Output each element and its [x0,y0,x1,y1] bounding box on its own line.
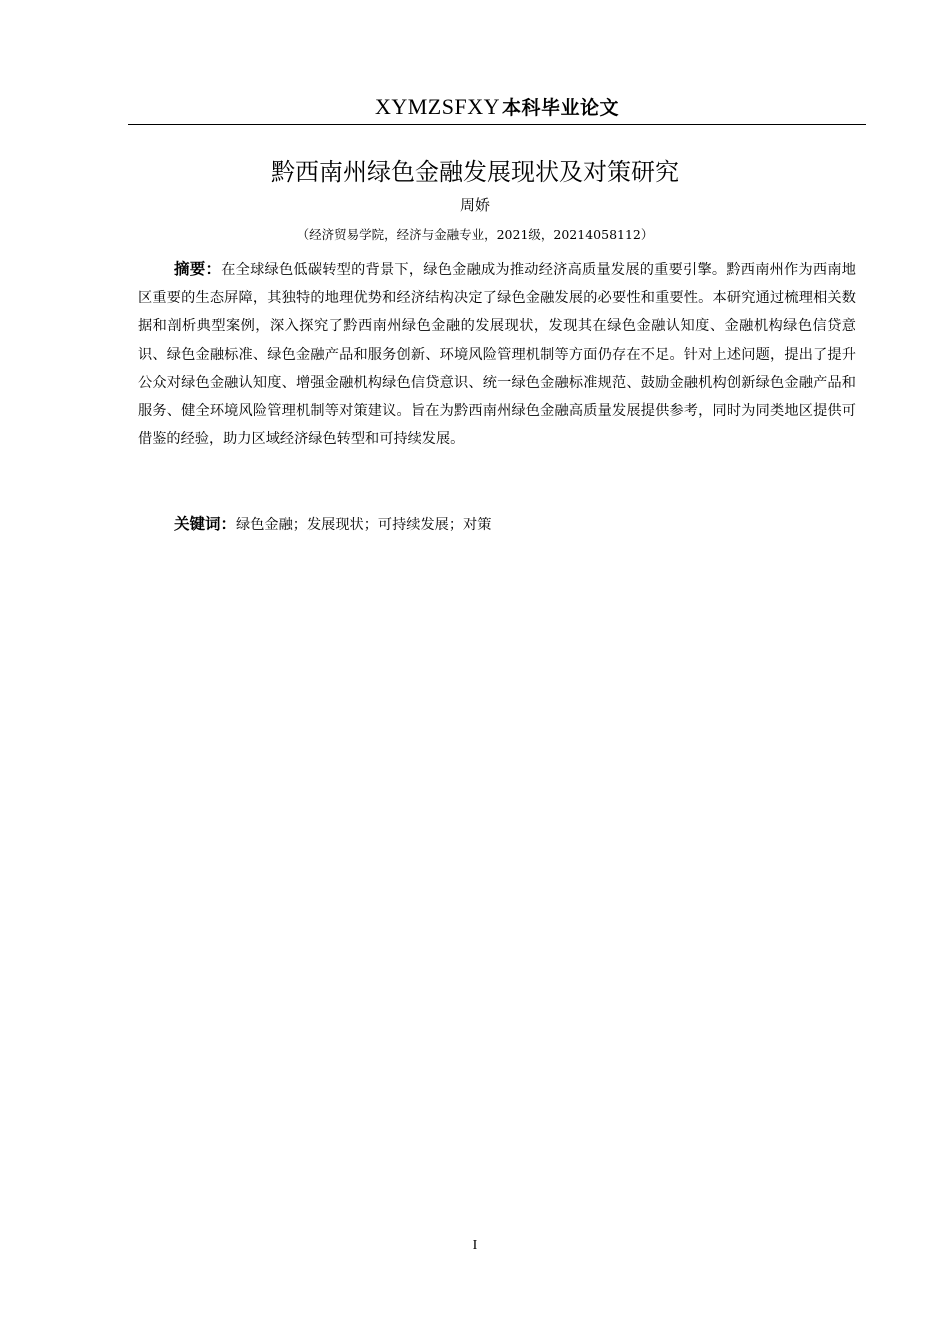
affiliation-block [0,220,950,246]
running-header [375,92,619,123]
keywords-text: 绿色金融；发展现状；可持续发展；对策 [236,517,492,533]
paper-affiliation: （经济贸易学院，经济与金融专业，2021级，20214058112） [296,227,654,242]
page-number: I [472,1238,478,1253]
abstract [138,255,856,453]
abstract-text: 在全球绿色低碳转型的背景下，绿色金融成为推动经济高质量发展的重要引擎。黔西南州作为西南地区重要的生态屏障，其独特的地理优势和经济结构决定了绿色金融发展的必要性和重要性。本研究通过梳理相关数据和剖析典型案例，深入探究了黔西南州绿色金融的发展现状，发现其在绿色金融认知度、金融机构绿色信贷意识、绿色金融标准、绿色金融产品和服务创新、环境风险管理机制等方面仍存在不足。针对上述问题，提出了提升公众对绿色金融认知度、增强金融机构绿色信贷意识、统一绿色金融标准规范、鼓励金融机构创新绿色金融产品和服务、健全环境风险管理机制等对策建议。旨在为黔西南州绿色金融高质量发展提供参考，同时为同类地区提供可借鉴的经验，助力区域经济绿色转型和可持续发展。 [138,262,856,448]
paper-author: 周娇 [459,196,490,214]
paper-title: 黔西南州绿色金融发展现状及对策研究 [271,158,679,186]
page-header [128,92,866,125]
keywords [138,510,856,539]
keywords-label: 关键词： [174,515,237,533]
header-suffix: 本科毕业论文 [502,97,620,119]
header-code: XYMZSFXY [374,94,500,119]
abstract-label: 摘要： [174,260,222,278]
